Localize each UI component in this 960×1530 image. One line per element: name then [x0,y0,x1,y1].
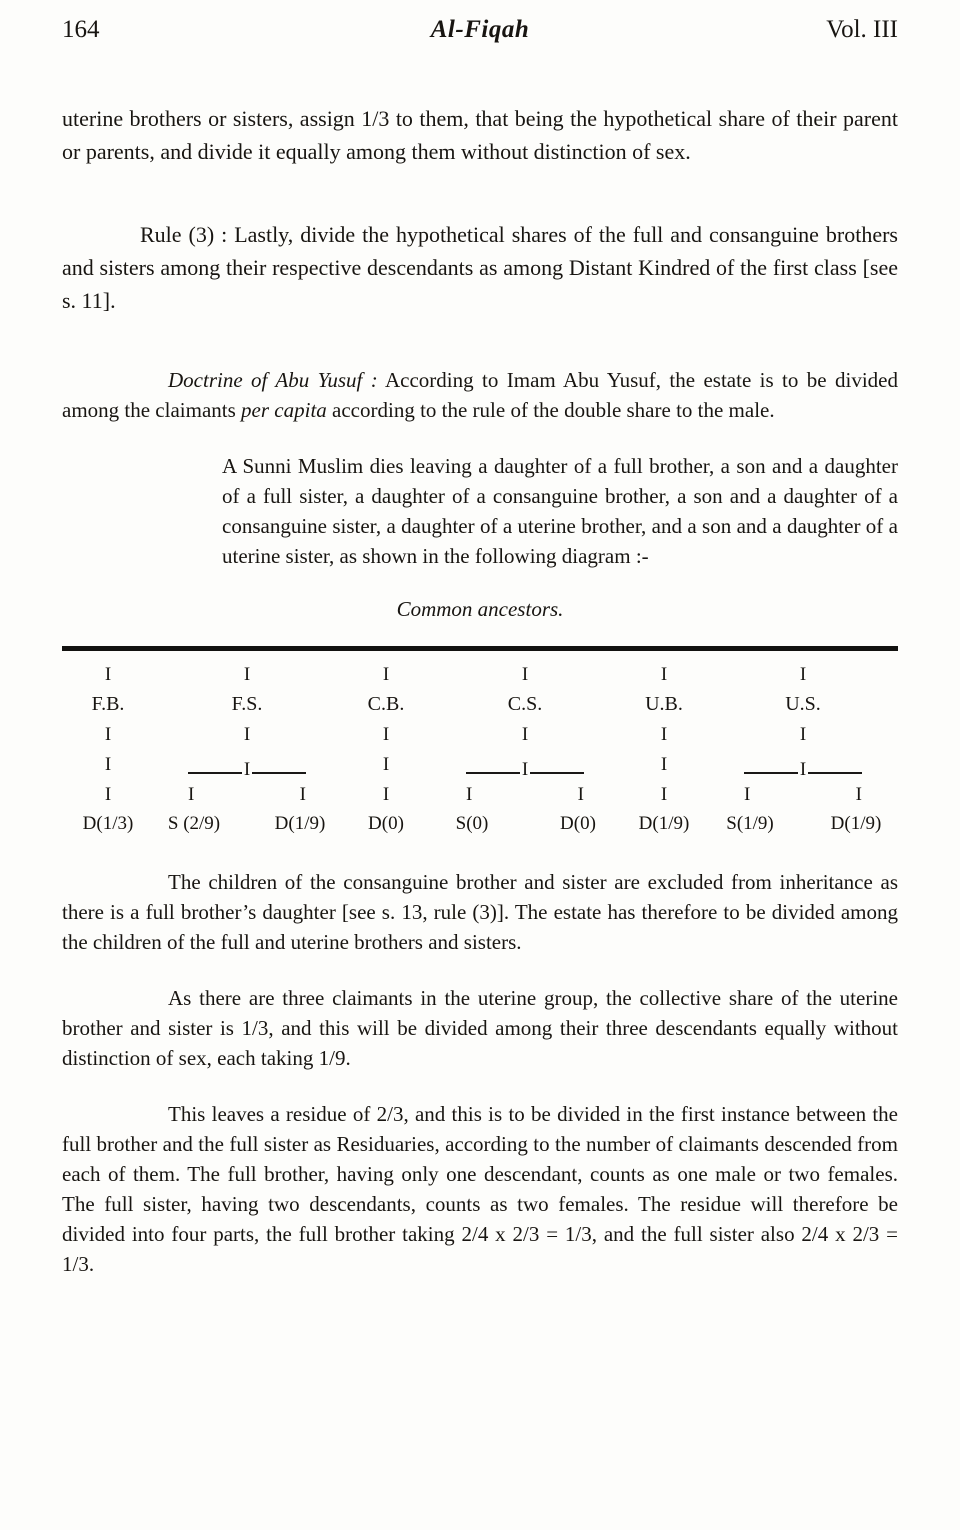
page-body [62,102,898,1279]
diagram-columns [62,659,898,839]
ancestor-label-cs: C.S. [507,692,543,715]
per-capita-phrase: per capita [241,398,327,422]
diagram-column-fb [68,659,148,839]
diagram-row [346,779,426,809]
branch-fork [158,749,336,779]
descent-line: I [382,723,390,745]
ancestor-label-ub: U.B. [645,692,683,715]
descent-line: I [799,663,807,685]
diagram-row [436,659,614,689]
descendant-label: S(0) [455,813,489,834]
descent-line: I [466,783,473,805]
descent-line: I [660,663,668,685]
descent-pair [436,779,614,809]
diagram-row [68,809,148,839]
diagram-row [68,719,148,749]
descent-line: I [243,723,251,745]
paragraph-rule-3: Rule (3) : Lastly, divide the hypothetical shares of the full and consanguine brothers and sisters among their respective descendants as among Distant Kindred of the first class [see s. 11]. [62,222,898,313]
descendant-label: S(1/9) [726,813,774,834]
descent-line: I [104,783,112,805]
diagram-row [346,719,426,749]
common-ancestors-rule [62,646,898,651]
descent-line: I [243,663,251,685]
page-number: 164 [62,16,100,43]
descent-line: I [382,783,390,805]
descent-line: I [799,723,807,745]
descendant-label: D(1/9) [638,813,690,834]
doctrine-heading: Doctrine of Abu Yusuf : [168,368,378,392]
diagram-column-cb [346,659,426,839]
diagram-row [346,809,426,839]
diagram-row [436,689,614,719]
descent-line: I [104,723,112,745]
paragraph-uterine-continuation: uterine brothers or sisters, assign 1/3 to them, that being the hypothetical share of their parent or parents, and divide it equally among them without distinction of sex. [62,106,898,164]
descent-line: I [744,783,751,805]
branch-fork [714,749,892,779]
descent-pair [158,779,336,809]
diagram-row [714,689,892,719]
branch-line-left [466,772,520,774]
ancestor-label-us: U.S. [785,692,821,715]
descendant-pair-labels [158,809,336,839]
page-header [62,12,898,44]
descent-line: I [382,753,390,775]
branch-line-right [252,772,306,774]
descendant-label: D(1/3) [82,813,134,834]
diagram-row [158,689,336,719]
diagram-row [714,659,892,689]
descendant-pair-labels [714,809,892,839]
diagram-row [68,659,148,689]
descent-line: I [521,663,529,685]
diagram-column-cs [436,659,614,839]
branch-line-right [530,772,584,774]
descendant-label: D(0) [560,813,596,834]
diagram-row [346,749,426,779]
diagram-row [624,719,704,749]
book-title: Al-Fiqah [430,16,530,43]
diagram-column-ub [624,659,704,839]
inheritance-diagram [62,646,898,839]
diagram-row [624,809,704,839]
diagram-row [624,779,704,809]
ancestor-label-cb: C.B. [367,692,405,715]
diagram-column-us [714,659,892,839]
descent-line: I [104,663,112,685]
branch-line-left [744,772,798,774]
descent-line: I [577,783,584,805]
descent-line: I [660,723,668,745]
diagram-column-fs [158,659,336,839]
doctrine-text-2: according to the rule of the double share to the male. [326,398,775,422]
branch-line-right [808,772,862,774]
descendant-pair-labels [436,809,614,839]
descent-pair [714,779,892,809]
diagram-row [624,689,704,719]
paragraph-example-case: A Sunni Muslim dies leaving a daughter of a full brother, a son and a daughter of a full sister, a daughter of a consanguine brother, a son and a daughter of a consanguine sister, a daughter of a uterine brother, and a son and a daughter of a uterine sister, as shown in the following diagram :- [222,454,898,568]
paragraph-uterine-group: As there are three claimants in the uterine group, the collective share of the uterine brother and sister is 1/3, and this will be divided among their three descendants equally without distinction of sex, each taking 1/9. [62,986,898,1070]
volume-label: Vol. III [826,16,898,43]
descent-line: I [799,759,807,780]
branch-fork [436,749,614,779]
doctrine-text-1: According to Imam Abu Yusuf, the estate is to be divided among the claimants [62,368,898,422]
descent-line: I [104,753,112,775]
descent-line: I [855,783,862,805]
diagram-row [624,749,704,779]
diagram-row [624,659,704,689]
diagram-row [158,659,336,689]
paragraph-exclusion: The children of the consanguine brother and sister are excluded from inheritance as there is a full brother’s daughter [see s. 13, rule (3)]. The estate has therefore to be divided among the children of the full and uterine brothers and sisters. [62,870,898,954]
descendant-label: D(1/9) [830,813,882,834]
descent-line: I [660,753,668,775]
paragraph-residue: This leaves a residue of 2/3, and this is to be divided in the first instance between the full brother and the full sister as Residuaries, according to the number of claimants descended from each of them. The full brother, having only one descendant, counts as one male or two females. The full sister, having two descendants, counts as two females. The residue will therefore be divided into four parts, the full brother taking 2/4 x 2/3 = 1/3, and the full sister also 2/4 x 2/3 = 1/3. [62,1102,898,1276]
diagram-caption: Common ancestors. [396,597,564,621]
diagram-row [68,749,148,779]
descent-line: I [188,783,195,805]
diagram-row [158,719,336,749]
descendant-label: D(1/9) [274,813,326,834]
paragraph-doctrine-abu-yusuf [62,365,898,425]
diagram-row [436,719,614,749]
descent-line: I [299,783,306,805]
ancestor-label-fb: F.B. [91,692,125,715]
ancestor-label-fs: F.S. [231,692,263,715]
diagram-row [714,719,892,749]
diagram-row [68,689,148,719]
descent-line: I [382,663,390,685]
branch-line-left [188,772,242,774]
diagram-row [346,659,426,689]
descent-line: I [521,759,529,780]
descent-line: I [243,759,251,780]
descent-line: I [521,723,529,745]
diagram-row [346,689,426,719]
descent-line: I [660,783,668,805]
diagram-row [68,779,148,809]
descendant-label: D(0) [368,813,404,834]
descendant-label: S (2/9) [167,813,221,834]
